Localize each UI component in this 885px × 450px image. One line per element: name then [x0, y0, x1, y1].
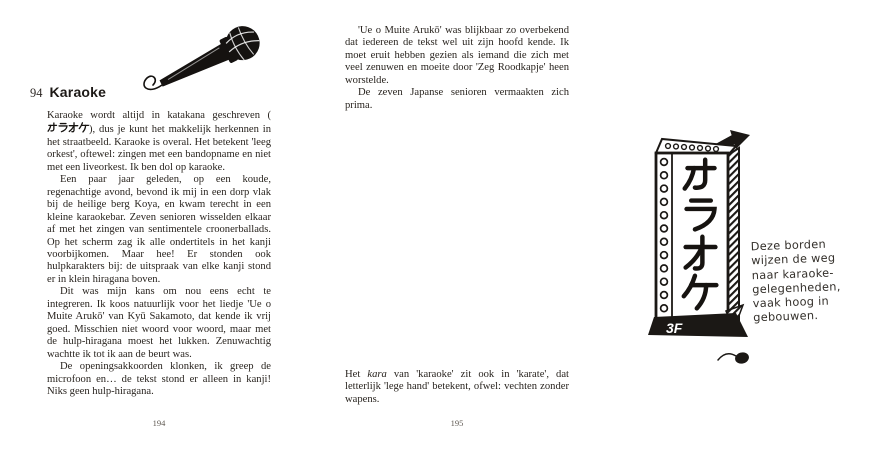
- handwritten-note-line: gelegenheden,: [752, 280, 841, 297]
- left-page-text: [47, 110, 271, 398]
- inline-katakana: [47, 122, 89, 136]
- sign-floor-label: 3F: [666, 320, 683, 336]
- karaoke-sign-illustration: [648, 129, 752, 341]
- paragraph: Een paar jaar geleden, op een koude, regenachtige avond, bevond ik mij in een dorp vlak bij de heilige berg Koya, en kwam terecht in een kleine karaokebar. Zeven senioren wisselden elkaar af met het zingen van sentimentele croonerballads. Op het scherm zag ik alle ondertitels in het kanji voorbijkomen. Maar hee! Er stonden ook hulpkarakters bij: de uitspraak van elke kanji stond er in klein hiragana boven.: [47, 174, 271, 285]
- handwritten-note-line: naar karaoke-: [751, 266, 835, 282]
- paragraph: Dit was mijn kans om nou eens echt te integreren. Ik koos natuurlijk voor het liedje 'Ue o Muite Arukō' van Kyū Sakamoto, dat kende ik vrij goed. Misschien niet woord voor woord, maar met de hulp-hiragana moest het lukken. Zenuwachtig wachtte ik tot ik aan de beurt was.: [47, 286, 271, 360]
- microphone-icon: [140, 22, 270, 102]
- handwritten-note: [751, 236, 885, 326]
- paragraph: De openingsakkoorden klonken, ik greep de microfoon en… de tekst stond er alleen in kanji! Niks geen hulp-hiragana.: [47, 361, 271, 397]
- ink-blob-icon: [716, 347, 752, 367]
- paragraph: Karaoke wordt altijd in katakana geschreven (), dus je kunt het makkelijk herkennen in het straatbeeld. Karaoke is overal. Het betekent 'leeg orkest', oftewel: zingen met een bandopname en niet met een liveorkest. Ik ben dol op karaoke.: [47, 110, 271, 173]
- microphone-illustration: [140, 22, 270, 102]
- paragraph: 'Ue o Muite Arukō' was blijkbaar zo overbekend dat iedereen de tekst wel uit zijn hoofd kende. Ik moet eruit hebben gezien als iemand die zich met veel zenuwen en moeite door 'Zeg Roodkapje' heen worstelde.: [345, 25, 569, 86]
- right-page-text-top: [345, 25, 569, 112]
- chapter-title: Karaoke: [49, 84, 107, 100]
- ink-blob-doodle: [716, 347, 752, 367]
- left-page-number: 194: [152, 418, 166, 428]
- right-page-text-bottom: [345, 369, 569, 406]
- paragraph: De zeven Japanse senioren vermaakten zich prima.: [345, 87, 569, 111]
- karaoke-sign-icon: [648, 129, 752, 341]
- handwritten-note-line: gebouwen.: [753, 309, 819, 325]
- paragraph: Het kara van 'karaoke' zit ook in 'karate', dat letterlijk 'lege hand' betekent, ofwel: vechten zonder wapens.: [345, 369, 569, 405]
- handwritten-note-line: wijzen de weg: [751, 251, 836, 268]
- chapter-number: 94: [30, 86, 43, 100]
- chapter-heading: [30, 84, 106, 101]
- right-page-number: 195: [450, 418, 464, 428]
- handwritten-note-line: Deze borden: [750, 237, 827, 254]
- handwritten-note-line: vaak hoog in: [752, 294, 830, 311]
- right-page: [300, 0, 841, 450]
- left-page: [0, 0, 300, 450]
